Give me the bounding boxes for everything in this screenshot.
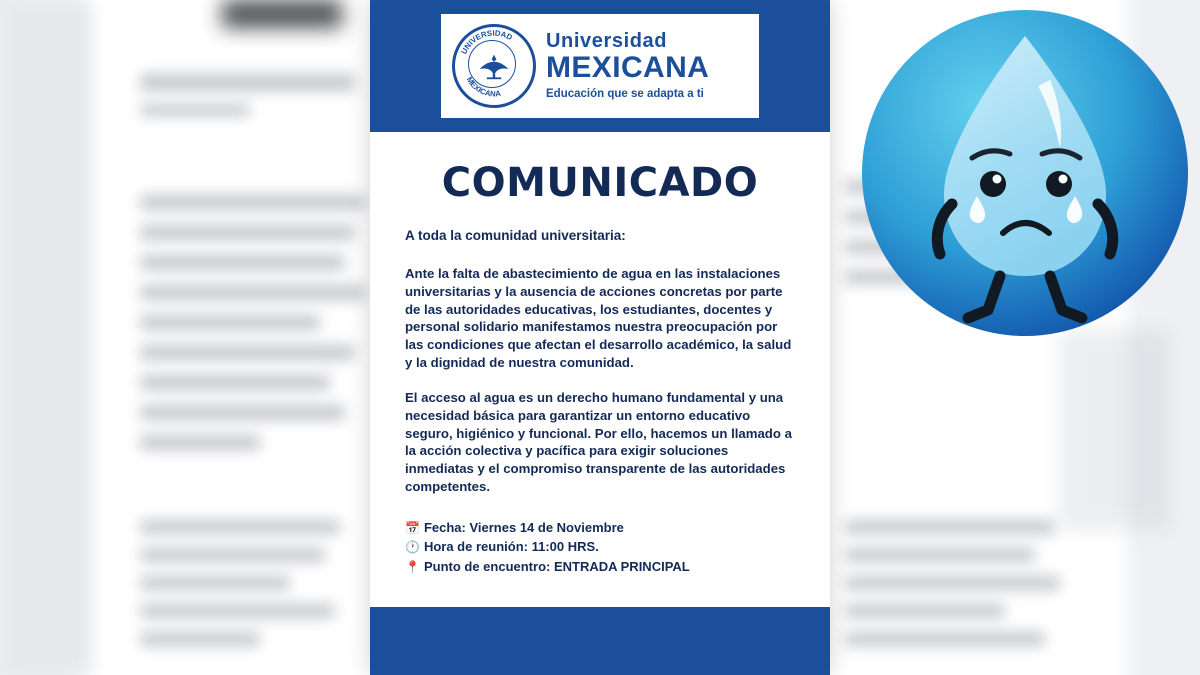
calendar-icon: 📅 — [405, 520, 420, 535]
university-crest-icon — [452, 24, 536, 108]
clock-icon: 🕐 — [405, 540, 420, 555]
svg-text:MEXICANA: MEXICANA — [464, 75, 502, 99]
svg-text:UNIVERSIDAD: UNIVERSIDAD — [459, 28, 514, 56]
detail-row-place — [405, 557, 795, 577]
background-text-line — [140, 225, 355, 240]
background-text-line — [140, 405, 345, 420]
background-text-line — [845, 604, 1005, 618]
background-dark-bar — [222, 0, 342, 28]
background-text-line — [140, 255, 345, 270]
left-eye-glint — [993, 175, 1002, 184]
brand-line-1: Universidad — [546, 30, 668, 53]
background-text-line — [140, 285, 365, 300]
background-text-line — [140, 435, 260, 450]
university-wordmark — [546, 31, 709, 101]
background-text-line — [140, 632, 260, 646]
left-eye — [980, 171, 1006, 197]
background-left-margin — [0, 0, 92, 675]
detail-date-text: Fecha: Viernes 14 de Noviembre — [423, 519, 624, 535]
background-text-line — [140, 576, 290, 590]
background-text-line — [140, 345, 355, 360]
university-logo — [441, 14, 759, 118]
right-eye — [1046, 171, 1072, 197]
paragraph-2: El acceso al agua es un derecho humano fundamental y una necesidad básica para garantizar un entorno educativo seguro, higiénico y funcional. Por ello, hacemos un llamado a la acción colectiva y pacífica para exigir soluciones inmediatas y el compromiso transparente de las autoridades competentes. — [405, 389, 792, 494]
background-text-line — [845, 548, 1035, 562]
poster-body — [370, 132, 830, 602]
paragraph-1: Ante la falta de abastecimiento de agua en las instalaciones universitarias y la ausencia de acciones concretas por parte de las autoridades educativas, los estudiantes, docentes y personal solidario manifestamos nuestra preocupación por las condiciones que afectan el desarrollo académico, la salud y la dignidad de nuestra comunidad. — [405, 266, 792, 371]
background-text-line — [845, 520, 1055, 534]
background-text-line — [845, 632, 1045, 646]
background-text-line — [845, 576, 1060, 590]
background-text-line — [140, 195, 365, 210]
background-text-line — [140, 315, 320, 330]
background-text-line — [140, 375, 330, 390]
right-eye-glint — [1059, 175, 1068, 184]
background-text-line — [140, 520, 340, 534]
sad-water-drop-illustration — [860, 8, 1190, 338]
poster-header — [370, 0, 830, 132]
background-text-line — [140, 74, 355, 91]
background-text-line — [140, 548, 325, 562]
page-title: COMUNICADO — [441, 160, 759, 206]
detail-time-text: Hora de reunión: 11:00 HRS. — [423, 539, 599, 555]
detail-row-date — [405, 518, 795, 538]
poster-footer-bar — [370, 607, 830, 675]
background-text-line — [140, 104, 250, 116]
event-details — [405, 518, 795, 577]
location-pin-icon: 📍 — [405, 559, 420, 574]
background-block — [1060, 330, 1170, 530]
salutation-text: A toda la comunidad universitaria: — [405, 228, 626, 243]
brand-tagline: Educación que se adapta a ti — [546, 88, 704, 101]
comunicado-poster — [370, 0, 830, 675]
detail-row-time — [405, 537, 795, 557]
crest-eagle-icon — [476, 51, 512, 81]
detail-place-text: Punto de encuentro: ENTRADA PRINCIPAL — [423, 558, 690, 574]
background-text-line — [140, 604, 335, 618]
brand-line-2: MEXICANA — [546, 51, 710, 85]
